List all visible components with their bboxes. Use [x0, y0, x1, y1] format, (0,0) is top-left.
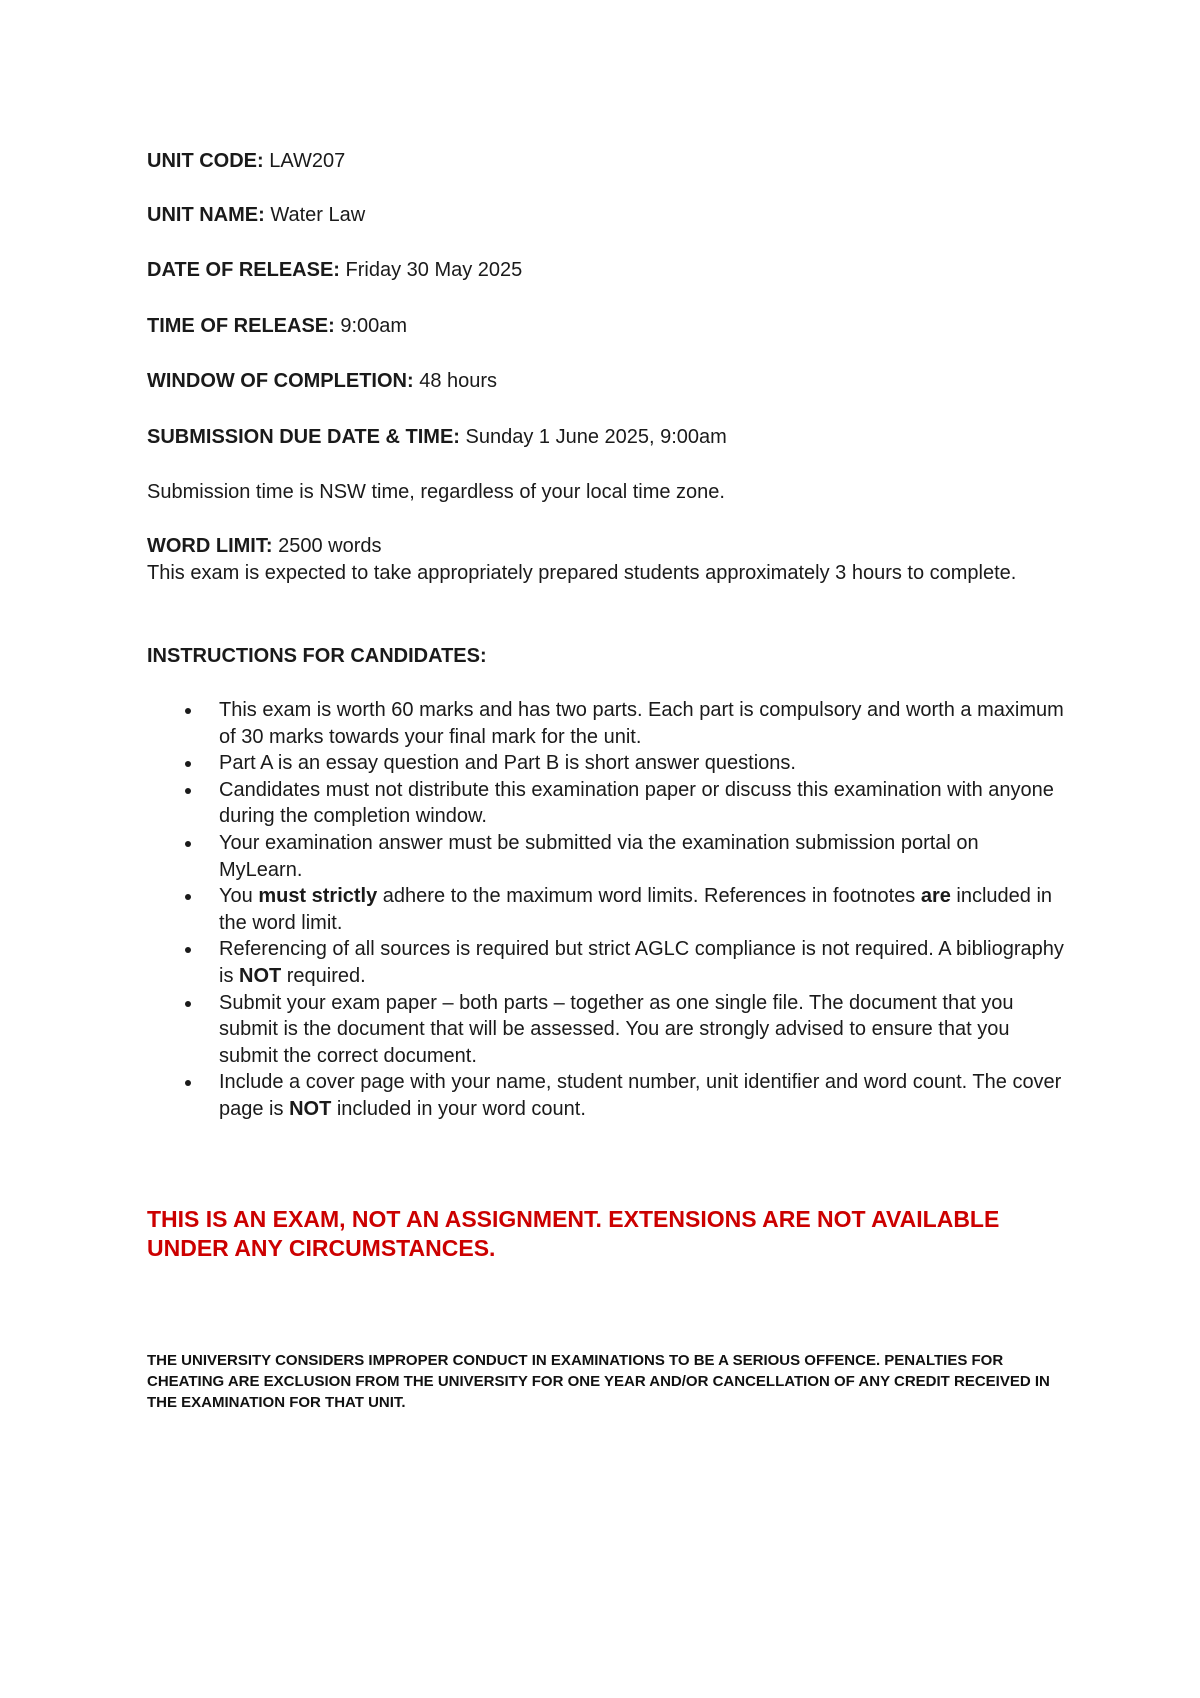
unit-code-label: UNIT CODE:: [147, 150, 264, 172]
misconduct-notice: THE UNIVERSITY CONSIDERS IMPROPER CONDUCT IN EXAMINATIONS TO BE A SERIOUS OFFENCE. PENALTIES FOR CHEATING ARE EXCLUSION FROM THE UNIVERSITY FOR ONE YEAR AND/OR CANCELLATION OF ANY CREDIT RECEIVED IN THE EXAMINATION FOR THAT UNIT.: [147, 1352, 1050, 1411]
bullet-icon: [185, 841, 191, 847]
unit-code-field: [147, 148, 345, 174]
release-time-field: [147, 313, 407, 339]
due-date-field: [147, 424, 727, 450]
list-item: You must strictly adhere to the maximum word limits. References in footnotes are included in the word limit.: [147, 883, 1067, 936]
bullet-icon: [185, 894, 191, 900]
timezone-note: Submission time is NSW time, regardless of your local time zone.: [147, 481, 725, 503]
release-date-value: Friday 30 May 2025: [339, 259, 523, 281]
extension-warning: THIS IS AN EXAM, NOT AN ASSIGNMENT. EXTENSIONS ARE NOT AVAILABLE UNDER ANY CIRCUMSTANCES.: [147, 1206, 1000, 1261]
release-time-value: 9:00am: [334, 315, 408, 337]
list-item: Include a cover page with your name, student number, unit identifier and word count. The cover page is NOT included in your word count.: [147, 1069, 1067, 1122]
unit-name-label: UNIT NAME:: [147, 204, 265, 226]
list-item: Part A is an essay question and Part B is short answer questions.: [147, 750, 1067, 777]
release-date-field: [147, 257, 522, 283]
unit-name-field: [147, 202, 365, 228]
bullet-icon: [185, 1001, 191, 1007]
word-limit-field: [147, 533, 382, 559]
word-limit-label: WORD LIMIT:: [147, 535, 273, 557]
list-item: This exam is worth 60 marks and has two parts. Each part is compulsory and worth a maximum of 30 marks towards your final mark for the unit.: [147, 697, 1067, 750]
bullet-icon: [185, 761, 191, 767]
list-item: Referencing of all sources is required but strict AGLC compliance is not required. A bibliography is NOT required.: [147, 936, 1067, 989]
due-date-value: Sunday 1 June 2025, 9:00am: [459, 426, 727, 448]
instructions-list: [147, 697, 1067, 1123]
unit-name-value: Water Law: [264, 204, 366, 226]
completion-window-label: WINDOW OF COMPLETION:: [147, 370, 414, 392]
bullet-icon: [185, 947, 191, 953]
list-item: Submit your exam paper – both parts – together as one single file. The document that you submit is the document that will be assessed. You are strongly advised to ensure that you submit the correct document.: [147, 990, 1067, 1070]
bullet-icon: [185, 1080, 191, 1086]
bullet-icon: [185, 788, 191, 794]
word-limit-value: 2500 words: [272, 535, 382, 557]
completion-window-field: [147, 368, 497, 394]
duration-note: This exam is expected to take appropriately prepared students approximately 3 hours to complete.: [147, 562, 1017, 584]
list-item: Candidates must not distribute this examination paper or discuss this examination with anyone during the completion window.: [147, 777, 1067, 830]
instructions-heading: INSTRUCTIONS FOR CANDIDATES:: [147, 645, 487, 667]
due-date-label: SUBMISSION DUE DATE & TIME:: [147, 426, 460, 448]
release-date-label: DATE OF RELEASE:: [147, 259, 340, 281]
list-item: Your examination answer must be submitted via the examination submission portal on MyLearn.: [147, 830, 1067, 883]
unit-code-value: LAW207: [263, 150, 346, 172]
bullet-icon: [185, 708, 191, 714]
release-time-label: TIME OF RELEASE:: [147, 315, 335, 337]
completion-window-value: 48 hours: [413, 370, 498, 392]
